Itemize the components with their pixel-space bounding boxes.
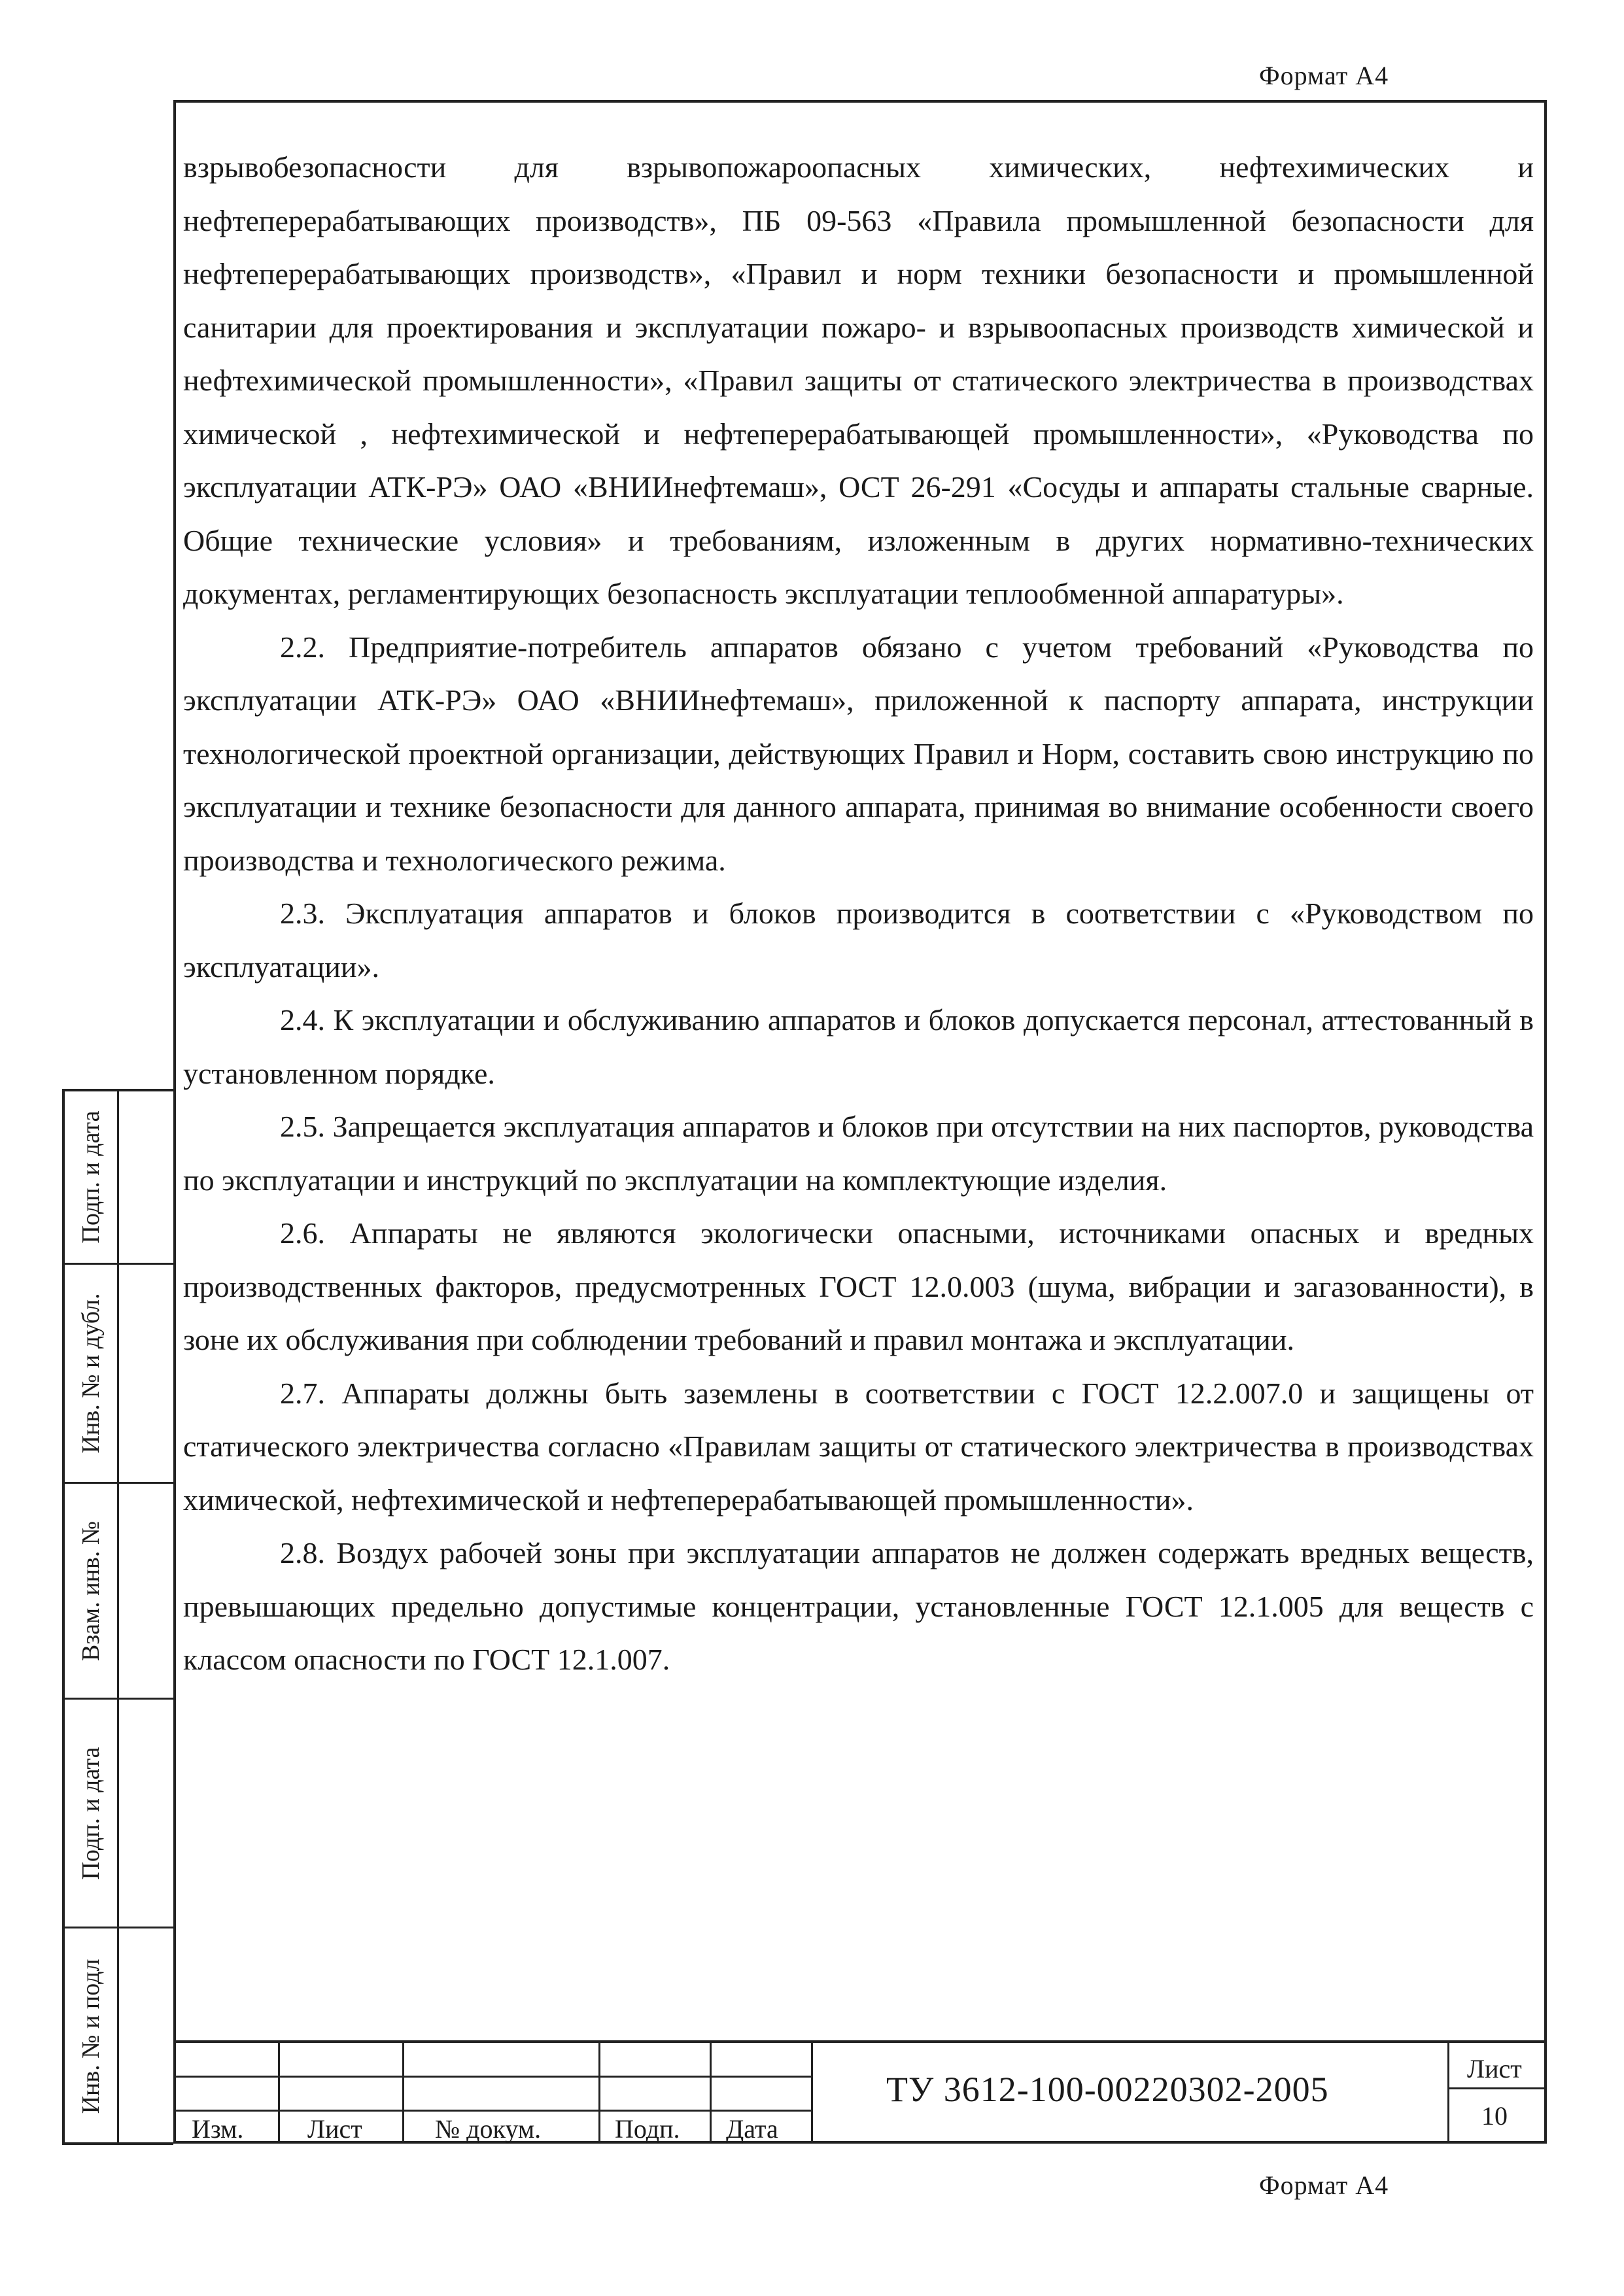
paragraph-2-8: 2.8. Воздух рабочей зоны при эксплуатации аппаратов не должен содержать вредных веществ, превышающих предельно допустимые концентрации, установленные ГОСТ 12.1.005 для веществ с классом опасности по ГОСТ 12.1.007. [183, 1536, 1534, 1676]
paragraph-2-2: 2.2. Предприятие-потребитель аппаратов обязано с учетом требований «Руководства по эксплуатации АТК-РЭ» ОАО «ВНИИнефтемаш», приложенной к паспорту аппарата, инструкции технологической проектной организации, действующих Правил и Норм, составить свою инструкцию по эксплуатации и технике безопасности для данного аппарата, принимая во внимание особенности своего производства и технологического режима. [183, 630, 1534, 877]
side-stamp-signature-date-1 [65, 1091, 173, 1265]
side-stamp-replacement-inv [65, 1484, 173, 1700]
column-signature: Подп. [615, 2114, 680, 2144]
side-stamp-duplicate-inv [65, 1265, 173, 1484]
side-stamp-label: Инв. № и дубл. [77, 1293, 105, 1454]
side-stamp-label: Подп. и дата [77, 1746, 105, 1880]
sheet-label: Лист [1467, 2054, 1522, 2083]
paragraph-2-6: 2.6. Аппараты не являются экологически опасными, источниками опасных и вредных производственных факторов, предусмотренных ГОСТ 12.0.003 (шума, вибрации и загазованности), в зоне их обслуживания при соблюдении требований и правил монтажа и эксплуатации. [183, 1216, 1534, 1356]
paragraph-2-5: 2.5. Запрещается эксплуатация аппаратов и блоков при отсутствии на них паспортов, руководства по эксплуатации и инструкций по эксплуатации на комплектующие изделия. [183, 1110, 1534, 1197]
side-stamp-signature-date-2 [65, 1700, 173, 1928]
format-label-bottom: Формат А4 [1259, 2170, 1389, 2200]
side-stamp [62, 1089, 173, 2145]
column-izm: Изм. [192, 2114, 244, 2144]
paragraph-2-4: 2.4. К эксплуатации и обслуживанию аппаратов и блоков допускается персонал, аттестованный в установленном порядке. [183, 1003, 1534, 1090]
column-doc-number: № докум. [435, 2114, 542, 2144]
paragraph-2-7: 2.7. Аппараты должны быть заземлены в соответствии с ГОСТ 12.2.007.0 и защищены от статического электричества согласно «Правилам защиты от статического электричества в производствах химической, нефтехимической и нефтеперерабатывающей промышленности». [183, 1376, 1534, 1516]
paragraph-continuation: взрывобезопасности для взрывопожароопасных химических, нефтехимических и нефтеперерабатывающих производств», ПБ 09-563 «Правила промышленной безопасности для нефтеперерабатывающих производств», «Правил и норм техники безопасности и промышленной санитарии для проектирования и эксплуатации пожаро- и взрывоопасных производств химической и нефтехимической промышленности», «Правил защиты от статического электричества в производствах химической , нефтехимической и нефтеперерабатывающей промышленности», «Руководства по эксплуатации АТК-РЭ» ОАО «ВНИИнефтемаш», ОСТ 26-291 «Сосуды и аппараты стальные сварные. Общие технические условия» и требованиям, изложенным в других нормативно-технических документах, регламентирующих безопасность эксплуатации теплообменной аппаратуры». [183, 150, 1534, 610]
column-sheet: Лист [307, 2114, 362, 2144]
format-label-top: Формат А4 [1259, 61, 1389, 90]
sheet-number: 10 [1481, 2101, 1508, 2131]
side-stamp-label: Взам. инв. № [77, 1520, 105, 1661]
side-stamp-original-inv [65, 1928, 173, 2144]
paragraph-2-3: 2.3. Эксплуатация аппаратов и блоков производится в соответствии с «Руководством по эксплуатации». [183, 897, 1534, 984]
document-body [183, 141, 1534, 1687]
title-block [173, 2040, 1547, 2144]
side-stamp-label: Инв. № и подл [77, 1959, 105, 2114]
column-date: Дата [726, 2114, 778, 2144]
side-stamp-label: Подп. и дата [77, 1110, 105, 1244]
document-code: ТУ 3612-100-00220302-2005 [886, 2070, 1329, 2109]
